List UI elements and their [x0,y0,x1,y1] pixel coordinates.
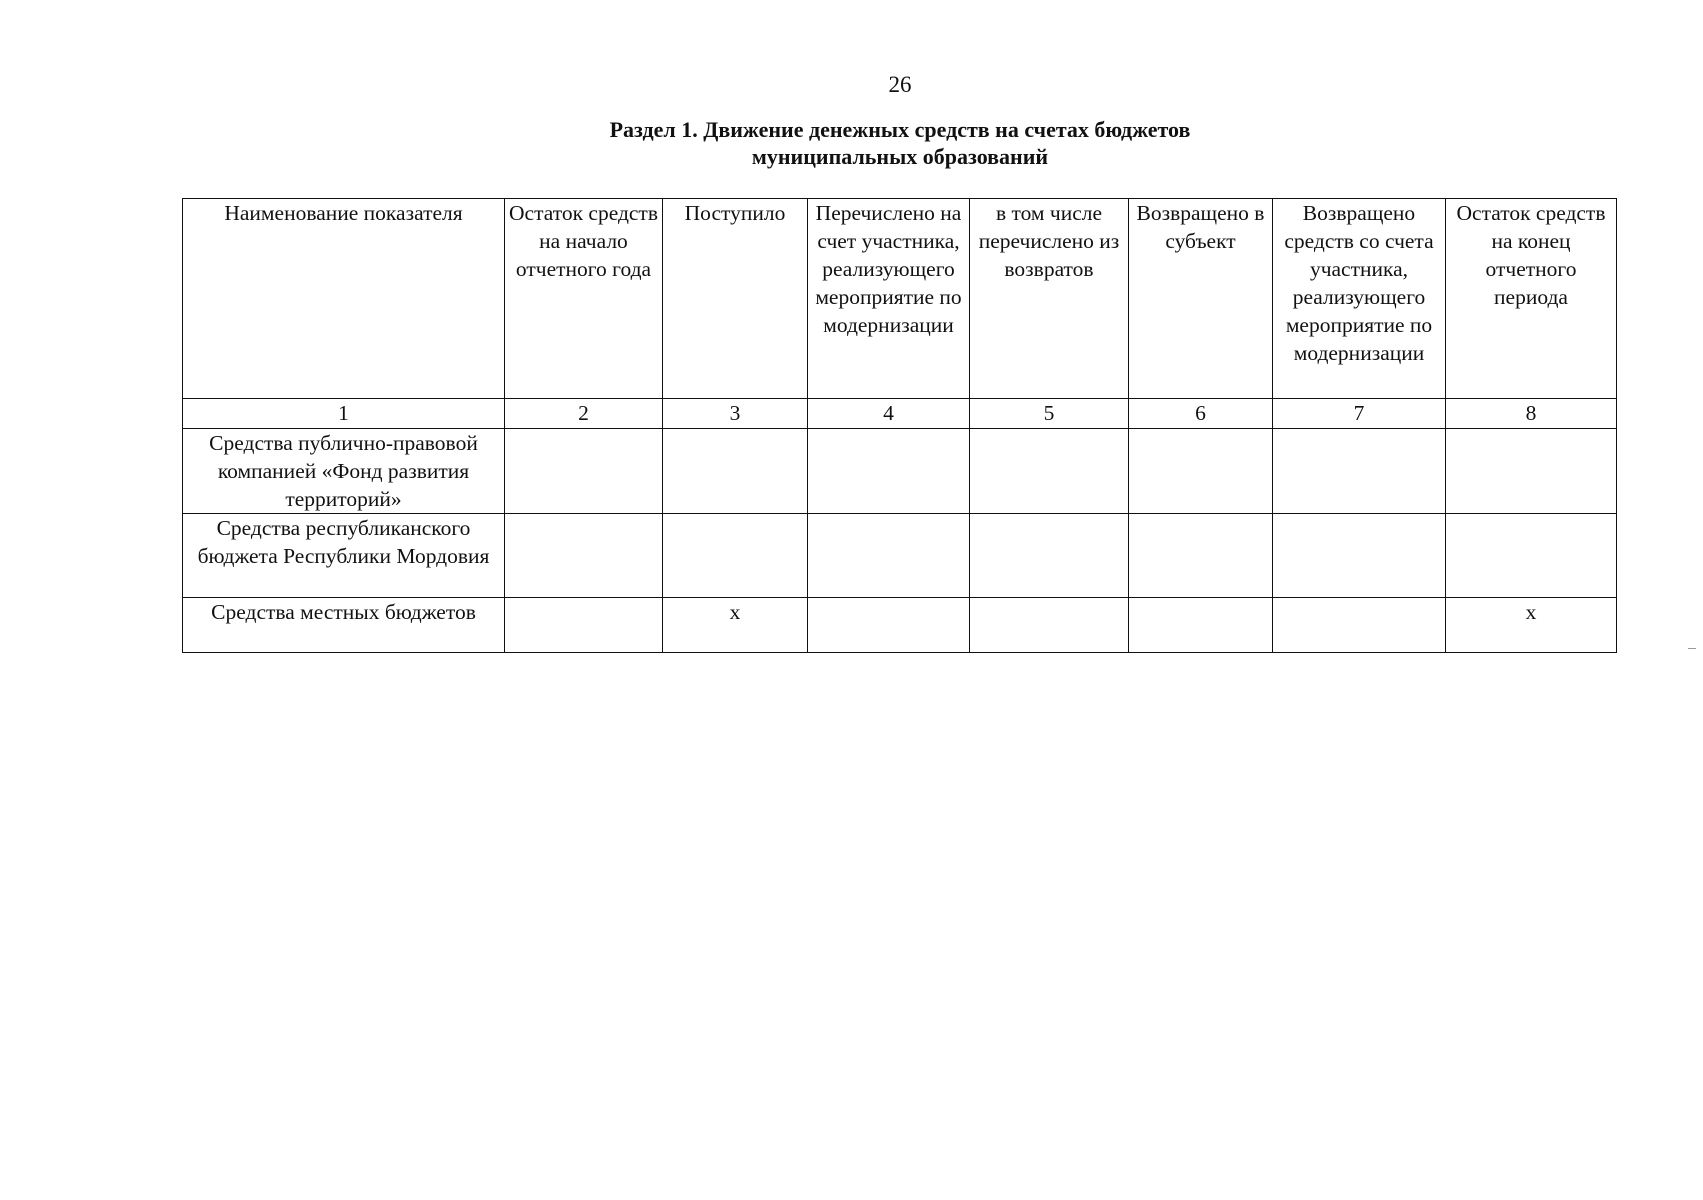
table-row [183,514,1617,598]
header-opening-balance: Остаток средств на начало отчетного года [505,199,663,399]
table-cell [1129,514,1273,598]
column-number: 6 [1129,399,1273,429]
column-number: 5 [970,399,1129,429]
table-cell [1446,514,1617,598]
table-cell [505,598,663,653]
column-number-row [183,399,1617,429]
column-number: 2 [505,399,663,429]
header-returned-to-subject: Возвращено в субъект [1129,199,1273,399]
header-closing-balance: Остаток средств на конец отчетного периода [1446,199,1617,399]
table-cell [808,514,970,598]
row-name: Средства республиканского бюджета Республики Мордовия [183,514,505,598]
table-cell [1273,429,1446,514]
section-title [0,116,1703,170]
table-row [183,429,1617,514]
section-title-line-2: муниципальных образований [751,144,1049,169]
table-cell: x [1446,598,1617,653]
header-returned-from-participant: Возвращено средств со счета участника, реализующего мероприятие по модернизации [1273,199,1446,399]
table-cell [1129,598,1273,653]
table-cell [663,514,808,598]
table-cell [1446,429,1617,514]
page-number: 26 [888,72,912,97]
table-cell [505,514,663,598]
header-transferred-to-participant: Перечислено на счет участника, реализующего мероприятие по модернизации [808,199,970,399]
table-cell: x [663,598,808,653]
header-transferred-from-returns: в том числе перечислено из возвратов [970,199,1129,399]
table-cell [970,429,1129,514]
table-row [183,598,1617,653]
column-number: 4 [808,399,970,429]
column-number: 1 [183,399,505,429]
column-number: 7 [1273,399,1446,429]
table-cell [970,514,1129,598]
table-cell [663,429,808,514]
table-cell [1129,429,1273,514]
table-header-row [183,199,1617,399]
section-title-line-1: Раздел 1. Движение денежных средств на счетах бюджетов [609,117,1191,142]
margin-mark [1688,648,1696,649]
header-indicator-name: Наименование показателя [183,199,505,399]
column-number: 8 [1446,399,1617,429]
table-cell [505,429,663,514]
column-number: 3 [663,399,808,429]
row-name: Средства публично-правовой компанией «Фонд развития территорий» [183,429,505,514]
table-cell [808,598,970,653]
table-cell [970,598,1129,653]
row-name: Средства местных бюджетов [183,598,505,653]
header-received: Поступило [663,199,808,399]
table-cell [1273,598,1446,653]
table-cell [808,429,970,514]
cash-flow-table [182,198,1617,653]
table-cell [1273,514,1446,598]
